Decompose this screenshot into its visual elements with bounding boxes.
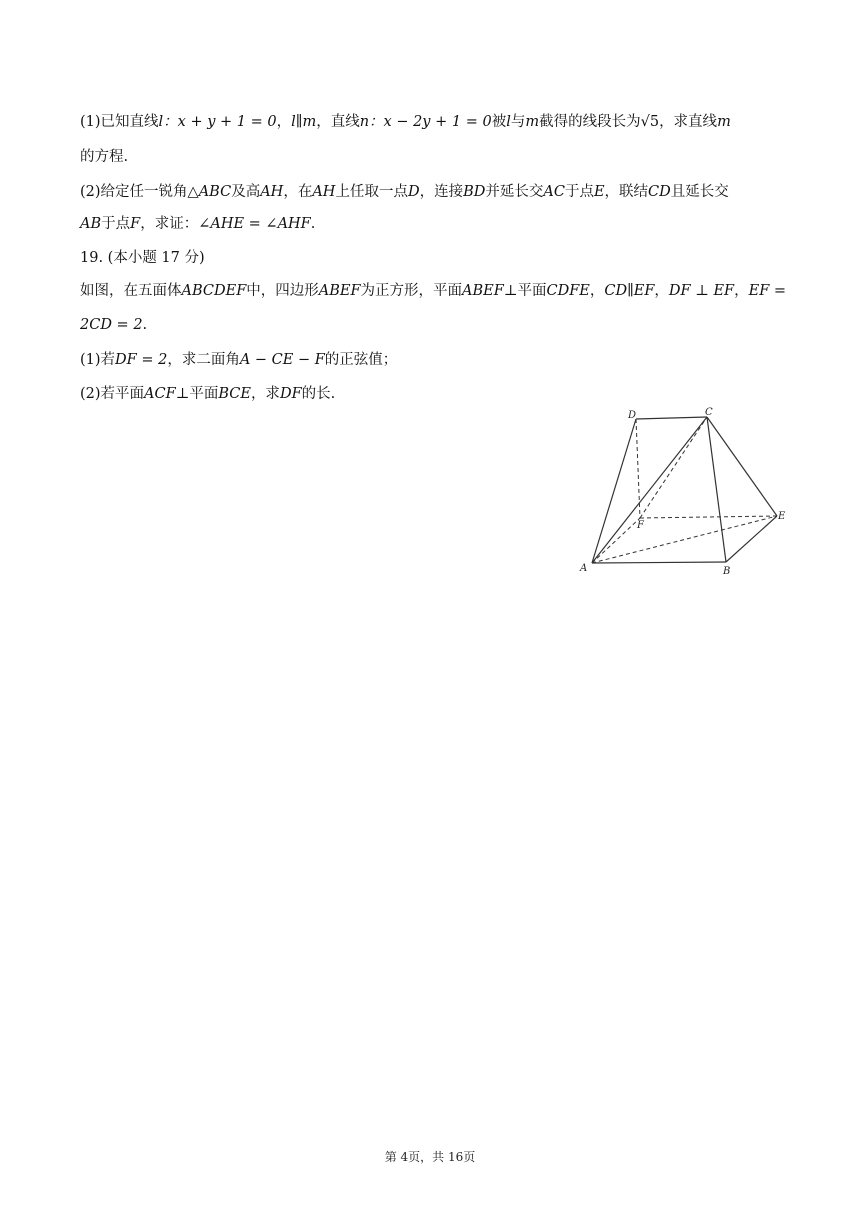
- edge-AD: [592, 419, 636, 563]
- edge-AC: [592, 417, 707, 563]
- vertex-label-D: D: [628, 410, 637, 421]
- pentahedron-figure: [574, 405, 794, 580]
- edge-DC: [636, 417, 707, 419]
- vertex-label-B: B: [723, 566, 731, 577]
- edge-AB: [592, 562, 726, 563]
- q19-part1: (1)若DF = 2，求二面角A − CE − F的正弦值；: [80, 352, 398, 368]
- edge-FC: [640, 417, 707, 518]
- vertex-label-C: C: [705, 407, 713, 418]
- q19-part2: (2)若平面ACF⊥平面BCE，求DF的长.: [80, 386, 336, 402]
- q19-stem-line2: 2CD = 2.: [80, 317, 148, 333]
- edge-AE: [592, 516, 777, 563]
- q18-part2-line2: AB于点F，求证：∠AHE = ∠AHF.: [80, 216, 316, 232]
- page-footer: 第 4页，共 16页: [384, 1150, 476, 1164]
- q18-part1-line1: (1)已知直线l：x + y + 1 = 0，l∥m，直线n：x − 2y + 1 = 0被l与m截得的线段长为√5，求直线m: [80, 114, 731, 130]
- edge-CB: [707, 417, 726, 562]
- vertex-label-F: F: [637, 520, 644, 531]
- pentahedron-svg: [574, 405, 794, 580]
- edge-DF: [636, 419, 640, 518]
- q19-header: 19. (本小题 17 分): [80, 250, 205, 266]
- edge-FE: [640, 516, 777, 518]
- q18-part1-line2: 的方程.: [80, 149, 129, 165]
- vertex-label-A: A: [580, 563, 588, 574]
- vertex-label-E: E: [778, 511, 786, 522]
- q18-part2-line1: (2)给定任一锐角△ABC及高AH，在AH上任取一点D，连接BD并延长交AC于点E，联结CD且延长交: [80, 184, 729, 200]
- q19-stem-line1: 如图，在五面体ABCDEF中，四边形ABEF为正方形，平面ABEF⊥平面CDFE，CD∥EF，DF ⊥ EF，EF =: [80, 283, 787, 299]
